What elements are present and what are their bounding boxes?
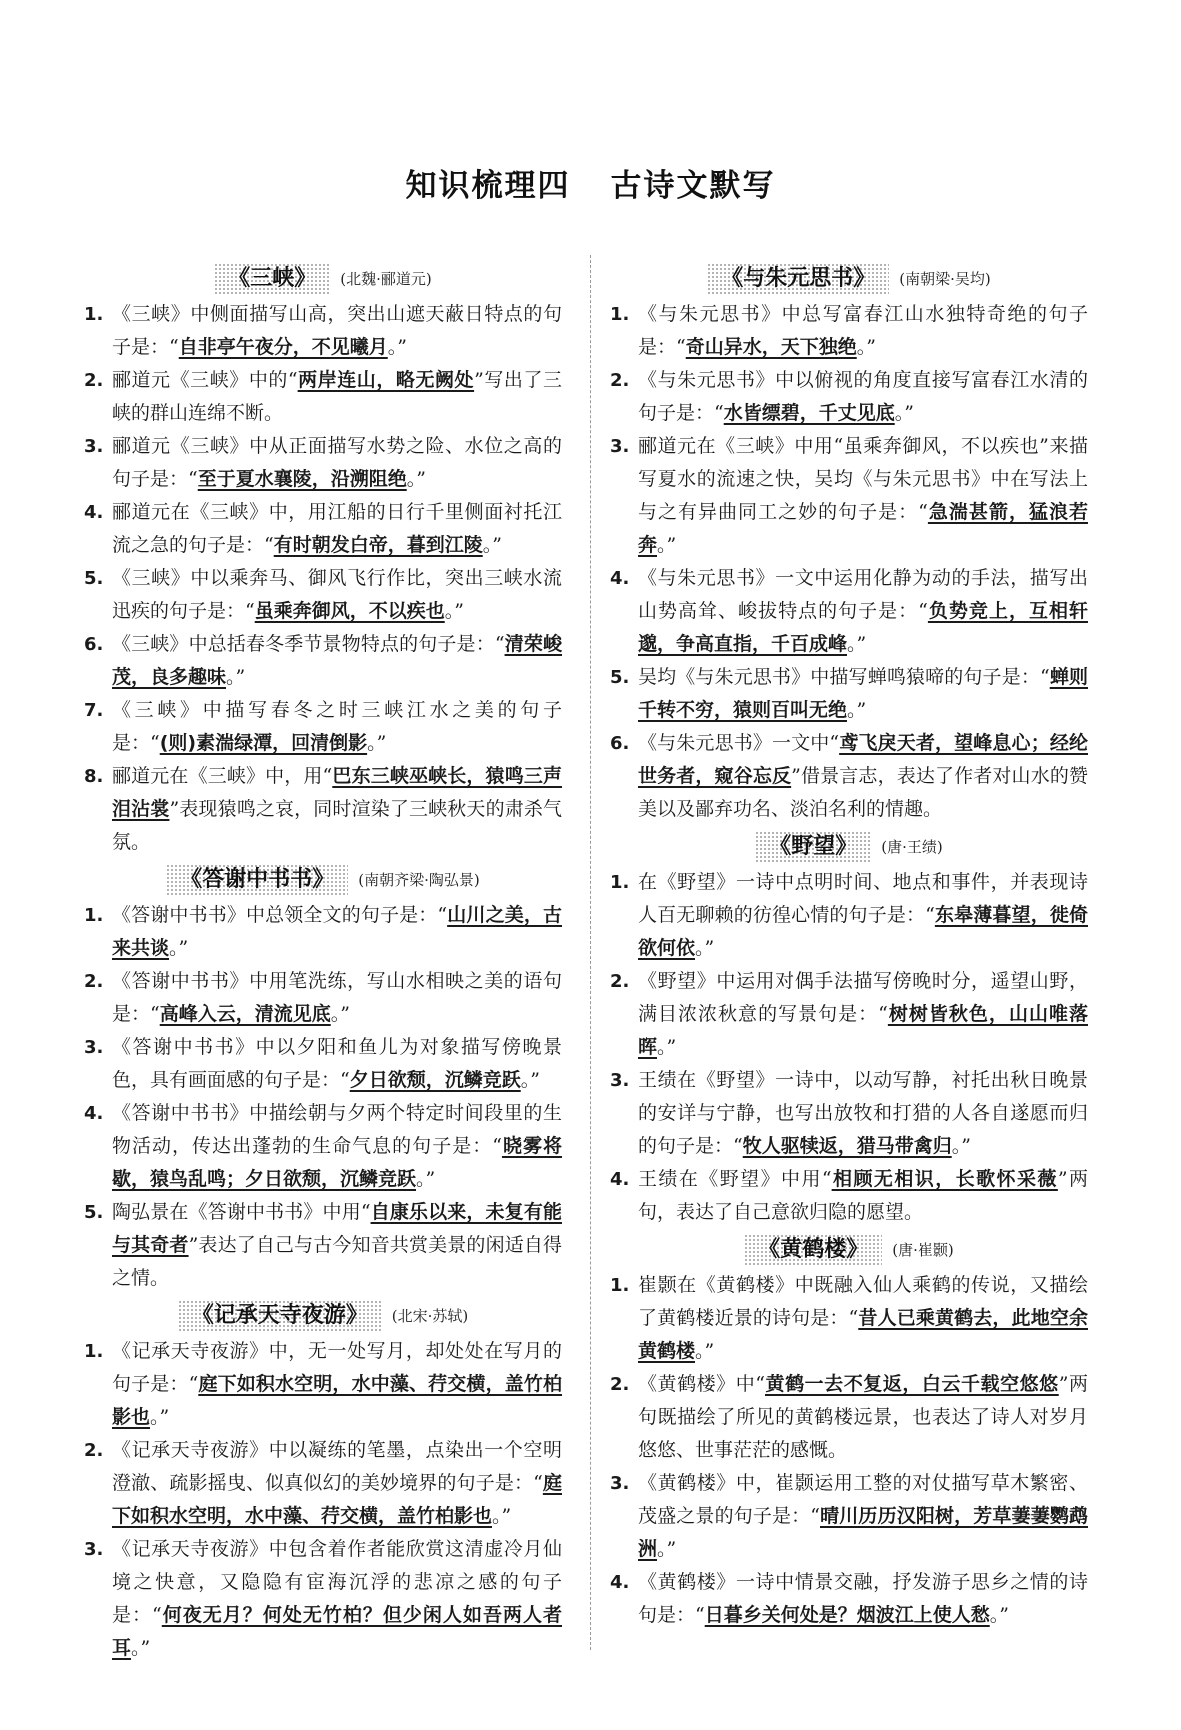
section-author: (北魏·郦道元) [340,269,432,288]
question-list [610,1269,1088,1632]
question-text: 《与朱元思书》一文中“ [638,732,840,754]
question-text: 王绩在《野望》一诗中，以动写静，衬托出秋日晚景的安详与宁静，也写出放牧和打猎的人各自遂愿而归的句子是：“ [638,1069,1088,1157]
question-text: 《三峡》中侧面描写山高，突出山遮天蔽日特点的句子是：“ [112,303,562,358]
question-number: 2. [610,971,630,992]
question-text: 《记承天寺夜游》中，无一处写月，却处处在写月的句子是：“ [112,1340,562,1395]
poem-section [84,1295,562,1665]
question-item [84,364,562,430]
question-text: 。” [492,1505,512,1527]
question-item [84,1434,562,1533]
section-header [610,1229,1088,1269]
poem-section [610,826,1088,1229]
section-header [84,859,562,899]
answer-text: 昔人已乘黄鹤去，此地空余黄鹤楼 [638,1307,1088,1362]
question-number: 3. [84,1539,104,1560]
question-text: 《答谢中书书》中用笔洗练，写山水相映之美的语句是：“ [112,970,562,1025]
question-number: 4. [84,1103,104,1124]
question-text: 。” [847,699,867,721]
question-text: 。” [847,633,867,655]
question-number: 1. [610,872,630,893]
section-header [610,826,1088,866]
question-text: 《与朱元思书》一文中运用化静为动的手法，描写出山势高耸、峻拔特点的句子是：“ [638,567,1088,622]
question-item [84,496,562,562]
question-text: 。” [951,1135,971,1157]
question-number: 2. [610,1374,630,1395]
answer-text: 蝉则千转不穷，猿则百叫无绝 [638,666,1088,721]
question-text: 。” [520,1069,540,1091]
answer-text: 虽乘奔御风，不以疾也 [254,600,445,622]
answer-text: 相顾无相识，长歌怀采薇 [831,1168,1058,1190]
question-list [84,1335,562,1665]
question-text: 吴均《与朱元思书》中描写蝉鸣猿啼的句子是：“ [638,666,1050,688]
section-author: (南朝齐梁·陶弘景) [358,870,480,889]
answer-text: 高峰入云，清流见底 [159,1003,331,1025]
question-number: 4. [610,1169,630,1190]
question-text: 《三峡》中总括春冬季节景物特点的句子是：“ [112,633,505,655]
question-item [610,866,1088,965]
question-number: 3. [84,436,104,457]
question-text: 。” [894,402,914,424]
question-text: 《答谢中书书》中描绘朝与夕两个特定时间段里的生物活动，传达出蓬勃的生命气息的句子是：“ [112,1102,562,1157]
section-header [84,258,562,298]
question-list [84,298,562,859]
answer-text: (则)素湍绿潭，回清倒影 [159,732,368,754]
question-number: 1. [84,1341,104,1362]
question-text: 。” [657,1538,677,1560]
question-text: 郦道元在《三峡》中，用江船的日行千里侧面衬托江流之急的句子是：“ [112,501,562,556]
question-number: 8. [84,766,104,787]
question-number: 2. [610,370,630,391]
question-number: 5. [84,1202,104,1223]
question-text: 。” [330,1003,350,1025]
question-item [610,1467,1088,1566]
question-text: 。” [131,1637,151,1659]
question-number: 5. [84,568,104,589]
poem-section [610,1229,1088,1632]
question-text: 《黄鹤楼》一诗中情景交融，抒发游子思乡之情的诗句是：“ [638,1571,1088,1626]
question-item [84,562,562,628]
question-item [610,1163,1088,1229]
section-author: (唐·崔颢) [892,1240,954,1259]
question-number: 7. [84,700,104,721]
answer-text: 有时朝发白帝，暮到江陵 [273,534,483,556]
question-text: 。” [695,1340,715,1362]
question-text: 《黄鹤楼》中“ [638,1373,765,1395]
question-text: ”写出了三峡的群山连绵不断。 [112,369,562,424]
answer-text: 两岸连山，略无阙处 [297,369,475,391]
question-number: 2. [84,971,104,992]
section-author: (北宋·苏轼) [391,1306,469,1325]
question-item [610,1566,1088,1632]
question-item [610,661,1088,727]
section-title: 《黄鹤楼》 [744,1234,882,1266]
question-number: 3. [610,436,630,457]
answer-text: 夕日欲颓，沉鳞竞跃 [349,1069,521,1091]
question-number: 3. [610,1473,630,1494]
question-text: 《答谢中书书》中总领全文的句子是：“ [112,904,448,926]
question-text: 。” [444,600,464,622]
answer-text: 负势竞上，互相轩邈，争高直指，千百成峰 [638,600,1088,655]
question-number: 4. [610,568,630,589]
question-text: 《野望》中运用对偶手法描写傍晚时分，遥望山野，满目浓浓秋意的写景句是：“ [638,970,1088,1025]
answer-text: 清荣峻茂，良多趣味 [112,633,562,688]
question-number: 1. [84,304,104,325]
question-item [84,899,562,965]
question-text: 。” [367,732,387,754]
question-text: 《答谢中书书》中以夕阳和鱼儿为对象描写傍晚景色，具有画面感的句子是：“ [112,1036,562,1091]
section-header [610,258,1088,298]
question-number: 2. [84,1440,104,1461]
right-column [610,258,1088,1632]
poem-section [610,258,1088,826]
answer-text: 东皋薄暮望，徙倚欲何依 [638,904,1088,959]
question-text: 《与朱元思书》中以俯视的角度直接写富春江水清的句子是：“ [638,369,1088,424]
question-text: 《与朱元思书》中总写富春江山水独特奇绝的句子是：“ [638,303,1088,358]
question-list [610,298,1088,826]
answer-text: 巴东三峡巫峡长，猿鸣三声泪沾裳 [112,765,562,820]
poem-section [84,258,562,859]
question-item [610,1269,1088,1368]
page-title-part1: 知识梳理四 [405,168,571,204]
question-number: 1. [84,905,104,926]
question-number: 3. [610,1070,630,1091]
question-text: 郦道元在《三峡》中用“虽乘奔御风，不以疾也”来描写夏水的流速之快，吴均《与朱元思书》中在写法上与之有异曲同工之妙的句子是：“ [638,435,1088,523]
question-item [84,1196,562,1295]
question-item [610,1368,1088,1467]
question-item [610,562,1088,661]
poem-section [84,859,562,1295]
section-title: 《与朱元思书》 [707,263,889,295]
question-text: 。” [482,534,502,556]
question-text: 。” [406,468,426,490]
question-item [84,965,562,1031]
question-item [610,430,1088,562]
question-text: 郦道元在《三峡》中，用“ [112,765,333,787]
question-text: 在《野望》一诗中点明时间、地点和事件，并表现诗人百无聊赖的彷徨心情的句子是：“ [638,871,1088,926]
answer-text: 晓雾将歇，猿鸟乱鸣；夕日欲颓，沉鳞竞跃 [112,1135,562,1190]
question-text: ”两句，表达了自己意欲归隐的愿望。 [638,1168,1088,1223]
answer-text: 水皆缥碧，千丈见底 [723,402,895,424]
answer-text: 奇山异水，天下独绝 [685,336,857,358]
page-title-part2: 古诗文默写 [610,168,776,204]
question-number: 1. [610,1275,630,1296]
question-item [84,628,562,694]
question-text: 郦道元《三峡》中的“ [112,369,298,391]
question-item [610,298,1088,364]
answer-text: 晴川历历汉阳树，芳草萋萋鹦鹉洲 [638,1505,1088,1560]
question-text: ”表现猿鸣之哀，同时渲染了三峡秋天的肃杀气氛。 [112,798,562,853]
answer-text: 自康乐以来，未复有能与其奇者 [112,1201,562,1256]
question-text: 。” [169,937,189,959]
section-author: (唐·王绩) [881,837,943,856]
question-text: 王绩在《野望》中用“ [638,1168,832,1190]
question-item [610,727,1088,826]
answer-text: 鸢飞戾天者，望峰息心；经纶世务者，窥谷忘反 [638,732,1088,787]
question-text: ”表达了自己与古今知音共赏美景的闲适自得之情。 [112,1234,562,1289]
question-text: 。” [657,1036,677,1058]
section-title: 《三峡》 [214,263,330,295]
question-list [610,866,1088,1229]
question-text: 。” [989,1604,1009,1626]
question-number: 5. [610,667,630,688]
question-list [84,899,562,1295]
answer-text: 急湍甚箭，猛浪若奔 [638,501,1088,556]
question-text: 。” [657,534,677,556]
question-text: 郦道元《三峡》中从正面描写水势之险、水位之高的句子是：“ [112,435,562,490]
question-text: 崔颢在《黄鹤楼》中既融入仙人乘鹤的传说，又描绘了黄鹤楼近景的诗句是：“ [638,1274,1088,1329]
answer-text: 庭下如积水空明，水中藻、荇交横，盖竹柏影也 [112,1373,562,1428]
column-divider [590,255,591,1650]
left-column [84,258,562,1665]
answer-text: 山川之美，古来共谈 [112,904,562,959]
answer-text: 牧人驱犊返，猎马带禽归 [742,1135,952,1157]
question-text: 。” [226,666,246,688]
answer-text: 日暮乡关何处是？烟波江上使人愁 [704,1604,990,1626]
question-item [84,1097,562,1196]
question-number: 6. [84,634,104,655]
question-item [84,1335,562,1434]
question-item [610,1064,1088,1163]
question-item [84,298,562,364]
question-text: ”两句既描绘了所见的黄鹤楼远景，也表达了诗人对岁月悠悠、世事茫茫的感慨。 [638,1373,1088,1461]
answer-text: 何夜无月？何处无竹柏？但少闲人如吾两人者耳 [112,1604,562,1659]
answer-text: 黄鹤一去不复返，白云千载空悠悠 [765,1373,1059,1395]
question-text: 。” [387,336,407,358]
question-number: 6. [610,733,630,754]
question-text: ”借景言志，表达了作者对山水的赞美以及鄙弃功名、淡泊名利的情趣。 [638,765,1088,820]
question-item [84,430,562,496]
question-item [84,1533,562,1665]
question-text: 。” [856,336,876,358]
question-item [84,694,562,760]
question-item [610,364,1088,430]
question-number: 4. [610,1572,630,1593]
question-text: 《三峡》中描写春冬之时三峡江水之美的句子是：“ [112,699,562,754]
section-title: 《记承天寺夜游》 [178,1300,382,1332]
answer-text: 树树皆秋色，山山唯落晖 [638,1003,1088,1058]
section-title: 《野望》 [755,831,871,863]
question-item [610,965,1088,1064]
question-item [84,760,562,859]
question-text: 。” [695,937,715,959]
question-text: 。” [416,1168,436,1190]
question-text: 《三峡》中以乘奔马、御风飞行作比，突出三峡水流迅疾的句子是：“ [112,567,562,622]
question-number: 2. [84,370,104,391]
question-text: 《记承天寺夜游》中包含着作者能欣赏这清虚冷月仙境之快意，又隐隐有宦海沉浮的悲凉之感的句子是：“ [112,1538,562,1626]
page-title [0,160,1181,205]
section-header [84,1295,562,1335]
question-number: 1. [610,304,630,325]
answer-text: 至于夏水襄陵，沿溯阻绝 [197,468,407,490]
section-author: (南朝梁·吴均) [899,269,991,288]
question-text: 《黄鹤楼》中，崔颢运用工整的对仗描写草木繁密、茂盛之景的句子是：“ [638,1472,1088,1527]
section-title: 《答谢中书书》 [166,864,348,896]
question-text: 陶弘景在《答谢中书书》中用“ [112,1201,371,1223]
question-number: 3. [84,1037,104,1058]
question-text: 《记承天寺夜游》中以凝练的笔墨，点染出一个空明澄澈、疏影摇曳、似真似幻的美妙境界的句子是：“ [112,1439,562,1494]
answer-text: 自非亭午夜分，不见曦月 [178,336,388,358]
question-item [84,1031,562,1097]
question-number: 4. [84,502,104,523]
answer-text: 庭下如积水空明，水中藻、荇交横，盖竹柏影也 [112,1472,562,1527]
question-text: 。” [150,1406,170,1428]
